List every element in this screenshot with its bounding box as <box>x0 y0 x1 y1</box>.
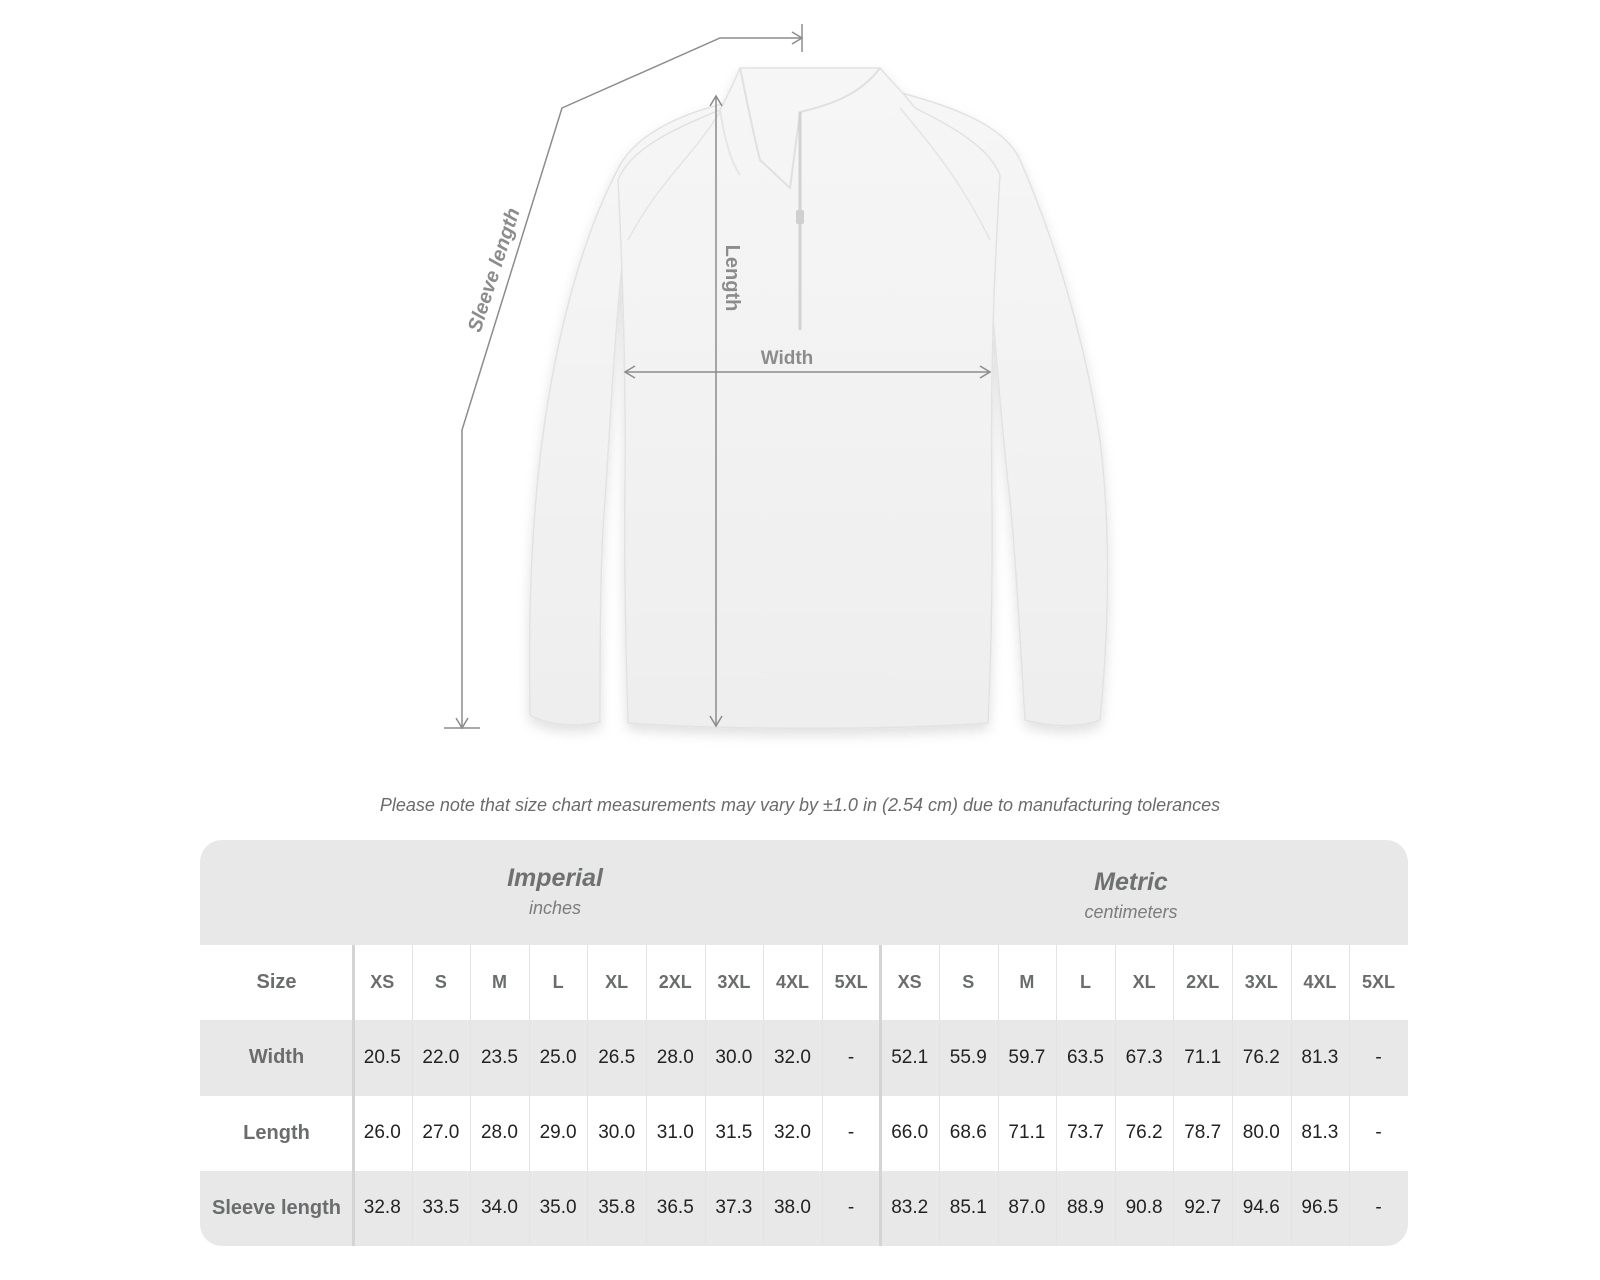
size-header-label: Size <box>256 971 297 994</box>
table-divider <box>587 945 588 1246</box>
imperial-title: Imperial <box>507 864 603 892</box>
table-row <box>200 1171 1408 1246</box>
imperial-value-cell: 28.0 <box>480 1122 518 1144</box>
table-divider <box>998 945 999 1246</box>
size-header-row <box>200 945 1408 1020</box>
imperial-value-cell: 28.0 <box>656 1046 694 1068</box>
width-label: Width <box>760 348 814 369</box>
size-header-cell: 5XL <box>834 972 868 993</box>
metric-value-cell: - <box>1375 1197 1382 1219</box>
unit-header-row <box>200 840 1408 945</box>
table-divider <box>1173 945 1174 1246</box>
table-divider <box>1232 945 1233 1246</box>
imperial-value-cell: 30.0 <box>598 1122 636 1144</box>
metric-value-cell: 87.0 <box>1008 1197 1046 1219</box>
imperial-value-cell: 35.0 <box>539 1197 577 1219</box>
tolerance-note: Please note that size chart measurements may vary by ±1.0 in (2.54 cm) due to manufacturing tolerances <box>379 795 1221 815</box>
size-header-cell: 4XL <box>775 972 809 993</box>
metric-value-cell: - <box>1375 1046 1382 1068</box>
metric-value-cell: 78.7 <box>1184 1122 1222 1144</box>
metric-value-cell: 59.7 <box>1008 1046 1046 1068</box>
metric-value-cell: 81.3 <box>1301 1046 1339 1068</box>
metric-value-cell: 88.9 <box>1066 1197 1104 1219</box>
shirt-shape <box>530 68 1108 728</box>
metric-value-cell: 71.1 <box>1184 1046 1222 1068</box>
size-header-cell: XS <box>897 972 922 993</box>
metric-value-cell: 83.2 <box>891 1197 929 1219</box>
metric-value-cell: 66.0 <box>891 1122 929 1144</box>
table-divider <box>529 945 530 1246</box>
table-row <box>200 1096 1408 1171</box>
size-header-cell: XS <box>370 972 395 993</box>
size-header-cell: XL <box>1132 972 1156 993</box>
size-header-cell: M <box>491 972 507 993</box>
table-divider <box>1115 945 1116 1246</box>
imperial-value-cell: - <box>847 1122 855 1144</box>
row-label: Sleeve length <box>212 1196 341 1219</box>
metric-value-cell: 85.1 <box>949 1197 987 1219</box>
table-divider <box>1291 945 1292 1246</box>
imperial-unit: inches <box>528 898 582 918</box>
size-header-cell: 2XL <box>658 972 692 993</box>
metric-value-cell: 80.0 <box>1242 1122 1280 1144</box>
table-divider <box>412 945 413 1246</box>
metric-value-cell: 67.3 <box>1125 1046 1163 1068</box>
imperial-value-cell: 33.5 <box>422 1197 460 1219</box>
imperial-value-cell: 35.8 <box>598 1197 636 1219</box>
metric-value-cell: 92.7 <box>1184 1197 1222 1219</box>
metric-value-cell: 76.2 <box>1125 1122 1163 1144</box>
size-header-cell: 2XL <box>1186 972 1220 993</box>
table-divider <box>352 945 355 1246</box>
table-divider <box>763 945 764 1246</box>
imperial-value-cell: 30.0 <box>715 1046 753 1068</box>
table-divider <box>822 945 823 1246</box>
size-header-cell: 4XL <box>1303 972 1337 993</box>
imperial-value-cell: 32.8 <box>363 1197 401 1219</box>
metric-value-cell: 73.7 <box>1066 1122 1104 1144</box>
imperial-value-cell: 23.5 <box>480 1046 518 1068</box>
table-divider <box>879 945 882 1246</box>
imperial-value-cell: 37.3 <box>715 1197 753 1219</box>
size-header-cell: S <box>962 972 975 993</box>
row-label: Length <box>243 1121 310 1144</box>
size-header-cell: L <box>1079 972 1091 993</box>
metric-value-cell: 68.6 <box>949 1122 987 1144</box>
imperial-value-cell: - <box>847 1197 855 1219</box>
length-label: Length <box>721 244 743 312</box>
table-divider <box>646 945 647 1246</box>
table-divider <box>939 945 940 1246</box>
table-divider <box>470 945 471 1246</box>
zipper-pull <box>796 210 804 224</box>
imperial-value-cell: 27.0 <box>422 1122 460 1144</box>
size-header-cell: 5XL <box>1361 972 1395 993</box>
size-header-cell: S <box>434 972 447 993</box>
imperial-value-cell: 26.5 <box>598 1046 636 1068</box>
imperial-value-cell: 20.5 <box>363 1046 401 1068</box>
imperial-value-cell: 22.0 <box>422 1046 460 1068</box>
imperial-value-cell: 29.0 <box>539 1122 577 1144</box>
imperial-value-cell: 25.0 <box>539 1046 577 1068</box>
metric-value-cell: 96.5 <box>1301 1197 1339 1219</box>
metric-value-cell: 76.2 <box>1242 1046 1280 1068</box>
metric-header <box>926 866 1336 926</box>
imperial-value-cell: 32.0 <box>773 1122 811 1144</box>
imperial-value-cell: 36.5 <box>656 1197 694 1219</box>
table-divider <box>1349 945 1350 1246</box>
size-header-cell: 3XL <box>1244 972 1278 993</box>
size-header-cell: M <box>1019 972 1035 993</box>
metric-value-cell: 63.5 <box>1066 1046 1104 1068</box>
metric-value-cell: 71.1 <box>1008 1122 1046 1144</box>
imperial-header <box>350 862 760 922</box>
metric-title: Metric <box>1094 868 1168 896</box>
imperial-value-cell: 31.0 <box>656 1122 694 1144</box>
metric-value-cell: 90.8 <box>1125 1197 1163 1219</box>
table-divider <box>705 945 706 1246</box>
size-header-cell: 3XL <box>717 972 751 993</box>
imperial-value-cell: 31.5 <box>715 1122 753 1144</box>
row-label: Width <box>248 1046 305 1069</box>
metric-value-cell: 81.3 <box>1301 1122 1339 1144</box>
imperial-value-cell: 34.0 <box>480 1197 518 1219</box>
imperial-value-cell: 38.0 <box>773 1197 811 1219</box>
metric-value-cell: - <box>1375 1122 1382 1144</box>
table-row <box>200 1020 1408 1095</box>
metric-value-cell: 52.1 <box>891 1046 929 1068</box>
imperial-value-cell: - <box>847 1046 855 1068</box>
metric-value-cell: 94.6 <box>1242 1197 1280 1219</box>
size-header-cell: L <box>552 972 564 993</box>
imperial-value-cell: 32.0 <box>773 1046 811 1068</box>
imperial-value-cell: 26.0 <box>363 1122 401 1144</box>
size-chart-table <box>200 840 1408 1246</box>
table-divider <box>1056 945 1057 1246</box>
metric-unit: centimeters <box>1084 902 1178 922</box>
size-header-cell: XL <box>605 972 629 993</box>
sleeve-length-label: Sleeve length <box>463 205 525 335</box>
metric-value-cell: 55.9 <box>949 1046 987 1068</box>
